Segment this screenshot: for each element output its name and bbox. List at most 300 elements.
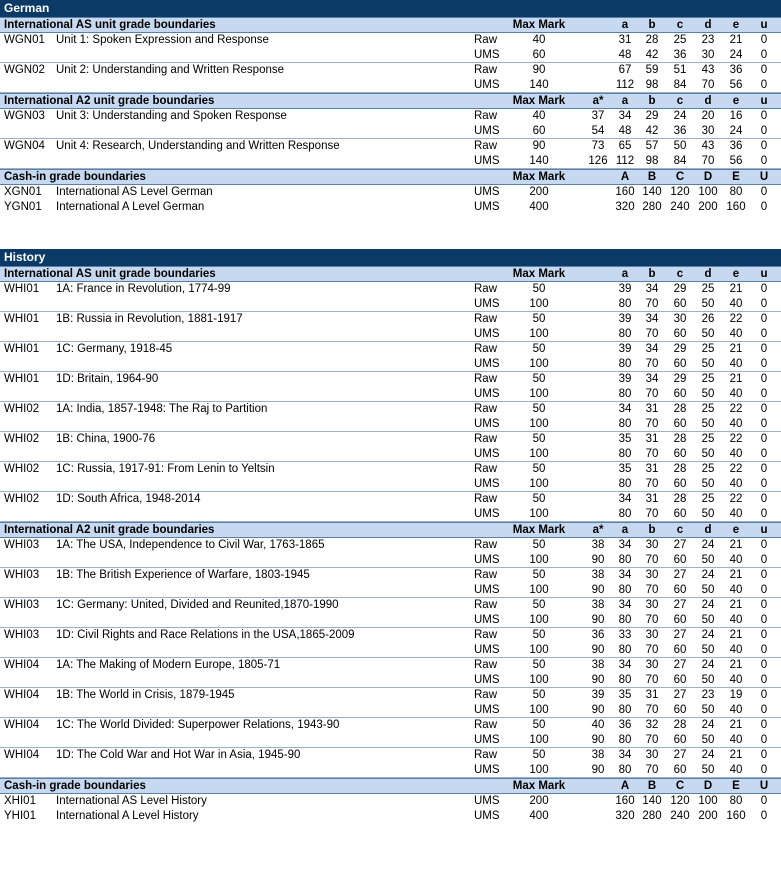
grade-value: 0: [760, 433, 768, 445]
grade-value: 39: [591, 689, 605, 701]
table-row: [0, 809, 781, 824]
table-row: [0, 48, 781, 63]
grade-value: 31: [645, 403, 659, 415]
grade-header: A: [620, 171, 630, 183]
grade-value: 27: [673, 629, 687, 641]
grade-value: 40: [729, 328, 743, 340]
grade-value: 40: [729, 734, 743, 746]
table-row: [0, 63, 781, 78]
max-mark: 60: [532, 125, 546, 137]
grade-value: 31: [645, 463, 659, 475]
grade-value: 60: [673, 704, 687, 716]
grade-value: 42: [645, 125, 659, 137]
grade-header: a*: [592, 524, 604, 536]
mark-type: UMS: [474, 155, 500, 167]
grade-value: 31: [618, 34, 632, 46]
grade-value: 84: [673, 79, 687, 91]
subject-title-bar: History: [0, 249, 781, 266]
qualification-title: International AS Level German: [56, 186, 213, 198]
grade-value: 80: [618, 418, 632, 430]
table-row: [0, 432, 781, 447]
grade-value: 0: [760, 463, 768, 475]
grade-value: 39: [618, 373, 632, 385]
grade-value: 56: [729, 79, 743, 91]
grade-value: 0: [760, 79, 768, 91]
max-mark: 50: [532, 569, 546, 581]
grade-value: 0: [760, 34, 768, 46]
grade-value: 21: [729, 283, 743, 295]
grade-value: 0: [760, 764, 768, 776]
unit-code: WHI03: [4, 569, 40, 581]
unit-title: 1A: France in Revolution, 1774-99: [56, 283, 231, 295]
grade-value: 40: [729, 358, 743, 370]
max-mark: 140: [529, 79, 549, 91]
grade-value: 80: [618, 734, 632, 746]
grade-header: D: [703, 780, 713, 792]
mark-type: UMS: [474, 201, 500, 213]
qualification-code: XHI01: [4, 795, 36, 807]
grade-value: 34: [618, 659, 632, 671]
table-row: [0, 312, 781, 327]
grade-value: 24: [701, 719, 715, 731]
grade-value: 70: [645, 764, 659, 776]
grade-value: 25: [701, 403, 715, 415]
grade-value: 90: [591, 614, 605, 626]
grade-value: 28: [673, 403, 687, 415]
grade-header: a*: [592, 95, 604, 107]
mark-type: Raw: [474, 599, 498, 611]
grade-value: 43: [701, 140, 715, 152]
grade-value: 21: [729, 659, 743, 671]
qualification-code: YHI01: [4, 810, 36, 822]
mark-type: UMS: [474, 704, 500, 716]
unit-title: 1D: South Africa, 1948-2014: [56, 493, 201, 505]
grade-value: 60: [673, 418, 687, 430]
mark-type: Raw: [474, 569, 498, 581]
max-mark: 100: [529, 674, 549, 686]
grade-value: 30: [701, 125, 715, 137]
grade-value: 34: [618, 599, 632, 611]
grade-value: 80: [618, 448, 632, 460]
grade-value: 80: [618, 584, 632, 596]
mark-type: Raw: [474, 110, 498, 122]
grade-value: 23: [701, 34, 715, 46]
unit-code: WHI02: [4, 463, 40, 475]
mark-type: UMS: [474, 614, 500, 626]
max-mark-header: Max Mark: [512, 19, 566, 31]
grade-value: 73: [591, 140, 605, 152]
grade-value: 160: [726, 810, 746, 822]
grade-value: 0: [760, 201, 768, 213]
unit-title: 1D: Civil Rights and Race Relations in the USA,1865-2009: [56, 629, 355, 641]
grade-value: 24: [673, 110, 687, 122]
max-mark: 60: [532, 49, 546, 61]
grade-value: 70: [645, 584, 659, 596]
grade-header: u: [760, 524, 768, 536]
grade-value: 27: [673, 599, 687, 611]
subject-title-bar: German: [0, 0, 781, 17]
grade-value: 35: [618, 463, 632, 475]
unit-title: 1A: India, 1857-1948: The Raj to Partition: [56, 403, 268, 415]
grade-value: 25: [701, 343, 715, 355]
grade-header: b: [648, 19, 656, 31]
grade-value: 40: [729, 298, 743, 310]
grade-value: 0: [760, 569, 768, 581]
unit-title: 1B: The World in Crisis, 1879-1945: [56, 689, 235, 701]
grade-value: 40: [729, 418, 743, 430]
grade-value: 59: [645, 64, 659, 76]
max-mark: 50: [532, 749, 546, 761]
max-mark: 50: [532, 433, 546, 445]
max-mark: 50: [532, 283, 546, 295]
grade-value: 80: [618, 614, 632, 626]
grade-value: 40: [729, 508, 743, 520]
grade-value: 39: [618, 343, 632, 355]
mark-type: UMS: [474, 125, 500, 137]
grade-value: 40: [729, 388, 743, 400]
grade-value: 28: [673, 493, 687, 505]
grade-value: 0: [760, 125, 768, 137]
grade-value: 98: [645, 79, 659, 91]
grade-value: 160: [726, 201, 746, 213]
grade-value: 39: [618, 283, 632, 295]
unit-title: Unit 3: Understanding and Spoken Response: [56, 110, 287, 122]
unit-code: WHI01: [4, 343, 40, 355]
grade-value: 25: [701, 373, 715, 385]
grade-value: 24: [701, 659, 715, 671]
qualification-code: YGN01: [4, 201, 42, 213]
grade-header: d: [704, 524, 712, 536]
max-mark: 50: [532, 689, 546, 701]
grade-value: 98: [645, 155, 659, 167]
grade-value: 60: [673, 614, 687, 626]
grade-value: 90: [591, 704, 605, 716]
grade-value: 24: [701, 539, 715, 551]
max-mark: 100: [529, 554, 549, 566]
grade-value: 33: [618, 629, 632, 641]
grade-value: 40: [729, 704, 743, 716]
grade-value: 27: [673, 569, 687, 581]
grade-value: 24: [729, 125, 743, 137]
unit-code: WHI04: [4, 689, 40, 701]
max-mark-header: Max Mark: [512, 95, 566, 107]
grade-header: d: [704, 95, 712, 107]
grade-value: 40: [591, 719, 605, 731]
grade-value: 50: [701, 584, 715, 596]
grade-value: 0: [760, 554, 768, 566]
grade-value: 0: [760, 734, 768, 746]
grade-header: c: [676, 268, 684, 280]
mark-type: Raw: [474, 719, 498, 731]
grade-value: 21: [729, 629, 743, 641]
grade-value: 60: [673, 764, 687, 776]
grade-value: 60: [673, 298, 687, 310]
grade-header: B: [647, 780, 657, 792]
mark-type: Raw: [474, 283, 498, 295]
grade-value: 0: [760, 418, 768, 430]
grade-value: 28: [673, 719, 687, 731]
unit-code: WHI03: [4, 629, 40, 641]
grade-value: 0: [760, 599, 768, 611]
max-mark: 50: [532, 539, 546, 551]
mark-type: Raw: [474, 403, 498, 415]
grade-value: 67: [618, 64, 632, 76]
grade-value: 0: [760, 795, 768, 807]
grade-value: 36: [591, 629, 605, 641]
mark-type: Raw: [474, 493, 498, 505]
grade-value: 0: [760, 388, 768, 400]
grade-value: 60: [673, 734, 687, 746]
grade-value: 50: [701, 554, 715, 566]
unit-code: WHI03: [4, 539, 40, 551]
grade-value: 38: [591, 569, 605, 581]
mark-type: Raw: [474, 373, 498, 385]
grade-value: 42: [645, 49, 659, 61]
mark-type: UMS: [474, 764, 500, 776]
grade-value: 0: [760, 186, 768, 198]
grade-value: 50: [701, 328, 715, 340]
max-mark-header: Max Mark: [512, 171, 566, 183]
max-mark: 50: [532, 493, 546, 505]
max-mark-header: Max Mark: [512, 524, 566, 536]
grade-value: 280: [642, 201, 662, 213]
table-row: [0, 658, 781, 673]
unit-title: 1C: Germany, 1918-45: [56, 343, 173, 355]
grade-value: 16: [729, 110, 743, 122]
grade-value: 0: [760, 508, 768, 520]
grade-value: 0: [760, 584, 768, 596]
grade-value: 30: [673, 313, 687, 325]
grade-value: 30: [701, 49, 715, 61]
grade-value: 40: [729, 644, 743, 656]
grade-header: d: [704, 19, 712, 31]
max-mark-header: Max Mark: [512, 268, 566, 280]
section-title: Cash-in grade boundaries: [4, 780, 146, 792]
mark-type: Raw: [474, 539, 498, 551]
unit-title: 1A: The Making of Modern Europe, 1805-71: [56, 659, 281, 671]
mark-type: UMS: [474, 734, 500, 746]
grade-value: 50: [701, 734, 715, 746]
grade-value: 0: [760, 478, 768, 490]
section-title: International A2 unit grade boundaries: [4, 95, 215, 107]
unit-code: WGN03: [4, 110, 45, 122]
section-header: [0, 17, 781, 33]
grade-value: 90: [591, 554, 605, 566]
grade-value: 50: [701, 614, 715, 626]
mark-type: Raw: [474, 463, 498, 475]
grade-value: 21: [729, 343, 743, 355]
max-mark: 100: [529, 644, 549, 656]
grade-value: 0: [760, 629, 768, 641]
grade-value: 50: [701, 508, 715, 520]
grade-header: b: [648, 524, 656, 536]
table-row: [0, 200, 781, 215]
table-row: [0, 643, 781, 658]
grade-value: 70: [645, 358, 659, 370]
grade-value: 140: [642, 186, 662, 198]
grade-value: 50: [701, 478, 715, 490]
mark-type: Raw: [474, 749, 498, 761]
grade-value: 90: [591, 674, 605, 686]
mark-type: UMS: [474, 418, 500, 430]
grade-value: 30: [645, 659, 659, 671]
unit-code: WHI02: [4, 433, 40, 445]
mark-type: UMS: [474, 508, 500, 520]
grade-value: 50: [701, 298, 715, 310]
max-mark: 400: [529, 201, 549, 213]
grade-value: 0: [760, 373, 768, 385]
grade-value: 50: [701, 674, 715, 686]
grade-header: a: [621, 95, 629, 107]
grade-value: 0: [760, 659, 768, 671]
table-row: [0, 748, 781, 763]
grade-value: 80: [618, 298, 632, 310]
grade-value: 24: [701, 599, 715, 611]
mark-type: UMS: [474, 49, 500, 61]
grade-value: 100: [698, 795, 718, 807]
mark-type: UMS: [474, 674, 500, 686]
grade-value: 60: [673, 478, 687, 490]
mark-type: UMS: [474, 584, 500, 596]
grade-value: 22: [729, 463, 743, 475]
grade-value: 34: [645, 343, 659, 355]
grade-value: 48: [618, 49, 632, 61]
grade-header: u: [760, 19, 768, 31]
grade-header: u: [760, 95, 768, 107]
grade-value: 34: [618, 539, 632, 551]
grade-value: 50: [701, 388, 715, 400]
table-row: [0, 538, 781, 553]
grade-value: 240: [670, 810, 690, 822]
unit-title: Unit 2: Understanding and Written Response: [56, 64, 285, 76]
max-mark: 100: [529, 508, 549, 520]
max-mark: 100: [529, 358, 549, 370]
table-row: [0, 553, 781, 568]
table-row: [0, 33, 781, 48]
grade-header: C: [675, 171, 685, 183]
grade-value: 25: [701, 433, 715, 445]
mark-type: Raw: [474, 64, 498, 76]
grade-value: 40: [729, 584, 743, 596]
grade-value: 0: [760, 644, 768, 656]
max-mark: 50: [532, 313, 546, 325]
grade-value: 60: [673, 674, 687, 686]
grade-header: e: [732, 524, 740, 536]
max-mark: 200: [529, 795, 549, 807]
grade-value: 0: [760, 493, 768, 505]
table-row: [0, 447, 781, 462]
grade-value: 32: [645, 719, 659, 731]
grade-value: 22: [729, 493, 743, 505]
grade-value: 80: [618, 554, 632, 566]
grade-value: 36: [729, 64, 743, 76]
unit-title: 1C: The World Divided: Superpower Relations, 1943-90: [56, 719, 340, 731]
mark-type: Raw: [474, 629, 498, 641]
mark-type: UMS: [474, 298, 500, 310]
grade-value: 50: [701, 448, 715, 460]
grade-value: 30: [645, 539, 659, 551]
grade-value: 25: [673, 34, 687, 46]
grade-value: 43: [701, 64, 715, 76]
mark-type: Raw: [474, 34, 498, 46]
grade-value: 140: [642, 795, 662, 807]
mark-type: UMS: [474, 79, 500, 91]
grade-value: 24: [701, 629, 715, 641]
mark-type: UMS: [474, 448, 500, 460]
grade-value: 0: [760, 64, 768, 76]
grade-header: e: [732, 95, 740, 107]
grade-value: 80: [618, 508, 632, 520]
grade-value: 27: [673, 659, 687, 671]
grade-value: 70: [645, 554, 659, 566]
grade-value: 34: [618, 569, 632, 581]
table-row: [0, 673, 781, 688]
grade-value: 27: [673, 539, 687, 551]
grade-header: e: [732, 268, 740, 280]
qualification-title: International A Level History: [56, 810, 199, 822]
grade-value: 25: [701, 493, 715, 505]
grade-value: 0: [760, 140, 768, 152]
grade-header: a: [621, 19, 629, 31]
grade-value: 60: [673, 508, 687, 520]
max-mark: 50: [532, 343, 546, 355]
grade-value: 22: [729, 403, 743, 415]
grade-value: 40: [729, 764, 743, 776]
grade-value: 24: [701, 749, 715, 761]
grade-header: u: [760, 268, 768, 280]
grade-value: 38: [591, 659, 605, 671]
table-row: [0, 492, 781, 507]
grade-header: U: [759, 780, 769, 792]
grade-value: 30: [645, 599, 659, 611]
table-row: [0, 763, 781, 778]
grade-value: 200: [698, 201, 718, 213]
grade-value: 0: [760, 674, 768, 686]
table-row: [0, 794, 781, 809]
mark-type: Raw: [474, 433, 498, 445]
grade-value: 21: [729, 599, 743, 611]
grade-header: b: [648, 268, 656, 280]
grade-value: 50: [701, 358, 715, 370]
table-row: [0, 342, 781, 357]
grade-value: 0: [760, 704, 768, 716]
unit-code: WHI01: [4, 283, 40, 295]
grade-value: 57: [645, 140, 659, 152]
grade-value: 80: [618, 644, 632, 656]
max-mark: 40: [532, 110, 546, 122]
table-row: [0, 628, 781, 643]
grade-value: 0: [760, 283, 768, 295]
table-row: [0, 387, 781, 402]
grade-value: 90: [591, 764, 605, 776]
grade-value: 100: [698, 186, 718, 198]
grade-value: 60: [673, 584, 687, 596]
table-row: [0, 297, 781, 312]
section-header: [0, 93, 781, 109]
grade-value: 34: [618, 493, 632, 505]
grade-value: 50: [701, 644, 715, 656]
grade-value: 22: [729, 313, 743, 325]
grade-value: 21: [729, 719, 743, 731]
grade-value: 0: [760, 313, 768, 325]
max-mark: 90: [532, 64, 546, 76]
grade-value: 70: [645, 674, 659, 686]
grade-value: 280: [642, 810, 662, 822]
table-row: [0, 583, 781, 598]
table-row: [0, 688, 781, 703]
qualification-title: International A Level German: [56, 201, 205, 213]
max-mark: 140: [529, 155, 549, 167]
